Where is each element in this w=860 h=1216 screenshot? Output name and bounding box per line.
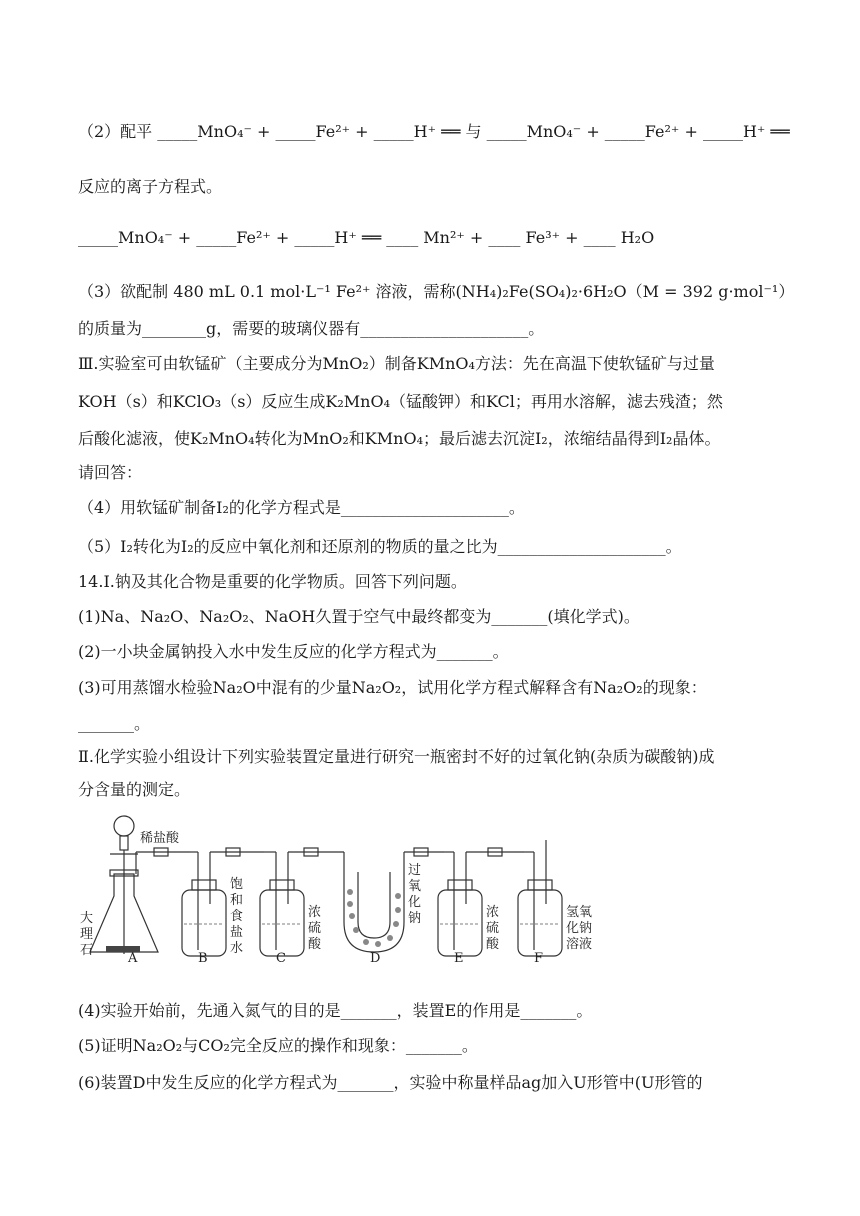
svg-text:化: 化: [408, 895, 422, 910]
line-3: _____MnO₄⁻ + _____Fe²⁺ + _____H⁺ ══ ____ Mn²⁺ + ____ Fe³⁺ + ____ H₂O: [78, 228, 655, 247]
line-1: （2）配平 _____MnO₄⁻ + _____Fe²⁺ + _____H⁺ ══ 与 _____MnO₄⁻ + _____Fe²⁺ + _____H⁺ ══: [78, 122, 790, 141]
line-8: 后酸化滤液，使K₂MnO₄转化为MnO₂和KMnO₄；最后滤去沉淀I₂，浓缩结晶得到I₂晶体。: [78, 429, 721, 448]
svg-text:大: 大: [80, 911, 94, 926]
svg-text:E: E: [454, 951, 464, 962]
line-11: （5）I₂转化为I₂的反应中氧化剂和还原剂的物质的量之比为_____________________。: [78, 537, 682, 556]
svg-text:酸: 酸: [486, 937, 500, 952]
svg-text:理: 理: [80, 927, 94, 942]
line-18: 分含量的测定。: [78, 780, 191, 799]
line-7: KOH（s）和KClO₃（s）反应生成K₂MnO₄（锰酸钾）和KCl；再用水溶解，滤去残渣；然: [78, 392, 723, 411]
svg-text:水: 水: [230, 941, 244, 956]
line-5: 的质量为________g，需要的玻璃仪器有_____________________。: [78, 319, 545, 338]
line-15: (3)可用蒸馏水检验Na₂O中混有的少量Na₂O₂，试用化学方程式解释含有Na₂O₂的现象：: [78, 678, 707, 697]
svg-text:氢氧: 氢氧: [566, 905, 593, 920]
line-4: （3）欲配制 480 mL 0.1 mol·L⁻¹ Fe²⁺ 溶液，需称(NH₄)₂Fe(SO₄)₂·6H₂O（M = 392 g·mol⁻¹）: [78, 282, 795, 301]
svg-text:钠: 钠: [408, 911, 422, 926]
svg-text:硫: 硫: [308, 921, 322, 936]
svg-text:硫: 硫: [486, 921, 500, 936]
svg-text:D: D: [370, 951, 381, 962]
line-12: 14.Ⅰ.钠及其化合物是重要的化学物质。回答下列问题。: [78, 572, 467, 591]
svg-text:过: 过: [408, 863, 422, 878]
marble-label: [80, 910, 93, 958]
line-6: Ⅲ.实验室可由软锰矿（主要成分为MnO₂）制备KMnO₄方法：先在高温下使软锰矿与过量: [78, 354, 715, 373]
svg-text:氧: 氧: [408, 879, 422, 894]
line-2: 反应的离子方程式。: [78, 177, 223, 196]
line-16: _______。: [78, 714, 151, 733]
line-17: Ⅱ.化学实验小组设计下列实验装置定量进行研究一瓶密封不好的过氧化钠(杂质为碳酸钠)成: [78, 747, 715, 766]
apparatus-figure: [78, 812, 608, 962]
line-13: (1)Na、Na₂O、Na₂O₂、NaOH久置于空气中最终都变为_______(填化学式)。: [78, 607, 640, 626]
conc-acid-c-label: [308, 905, 322, 952]
svg-text:溶液: 溶液: [566, 937, 593, 952]
svg-text:饱: 饱: [230, 877, 244, 892]
svg-text:食: 食: [230, 909, 244, 924]
svg-text:盐: 盐: [230, 925, 244, 940]
svg-text:浓: 浓: [308, 905, 322, 920]
line-9: 请回答：: [78, 463, 143, 482]
svg-text:C: C: [276, 951, 286, 962]
svg-text:酸: 酸: [308, 937, 322, 952]
line-10: （4）用软锰矿制备I₂的化学方程式是_____________________。: [78, 498, 525, 517]
brine-label: [230, 876, 243, 956]
line-14: (2)一小块金属钠投入水中发生反应的化学方程式为_______。: [78, 642, 509, 661]
svg-text:浓: 浓: [486, 905, 500, 920]
line-21: (6)装置D中发生反应的化学方程式为_______，实验中称量样品ag加入U形管中(U形管的: [78, 1073, 703, 1092]
line-19: (4)实验开始前，先通入氮气的目的是_______，装置E的作用是_______。: [78, 1001, 593, 1020]
acid-label: 稀盐酸: [140, 831, 180, 846]
naoh-label: [566, 905, 592, 952]
svg-text:B: B: [198, 951, 208, 962]
line-20: (5)证明Na₂O₂与CO₂完全反应的操作和现象：_______。: [78, 1036, 478, 1055]
svg-text:化钠: 化钠: [566, 921, 593, 936]
svg-text:石: 石: [80, 943, 94, 958]
svg-text:F: F: [534, 951, 544, 962]
svg-text:和: 和: [230, 893, 244, 908]
peroxide-label: [408, 862, 421, 926]
conc-acid-e-label: [486, 905, 500, 952]
svg-text:A: A: [128, 951, 138, 962]
